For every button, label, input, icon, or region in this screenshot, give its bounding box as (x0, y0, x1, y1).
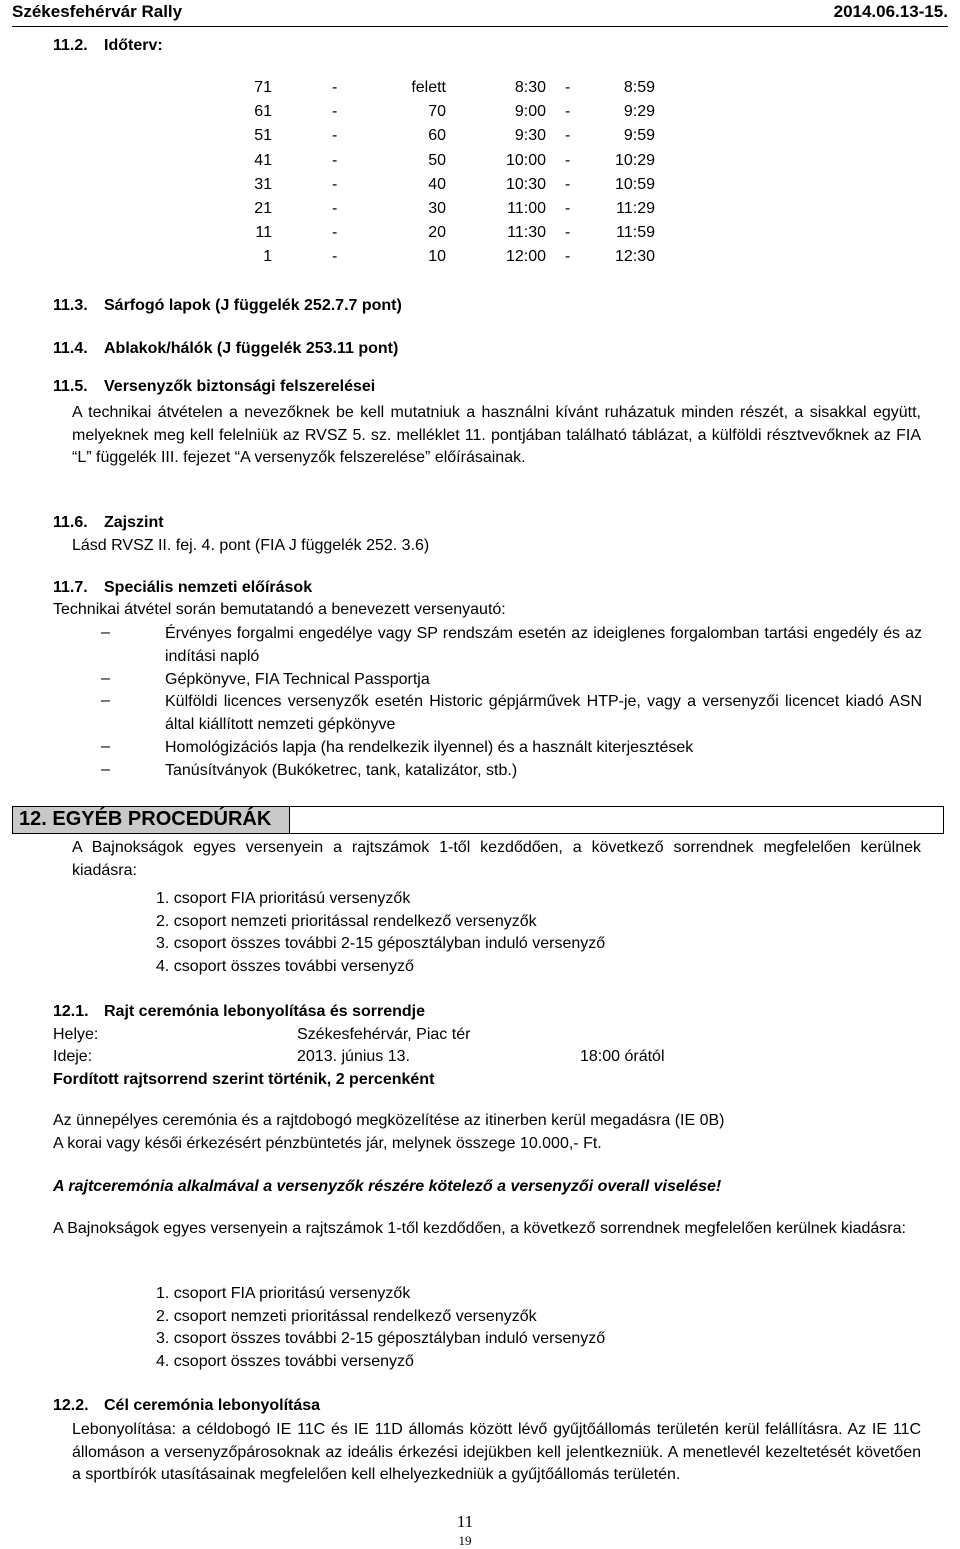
list-dash: – (101, 738, 110, 755)
section-12-text: A Bajnokságok egyes versenyein a rajtszámok 1-től kezdődően, a következő sorrendnek megfelelően kerülnek kiadásra: (72, 839, 921, 879)
schedule-start-time: 9:00 (514, 103, 546, 120)
list-item: 3. csoport összes további 2-15 géposztályban induló versenyző (156, 1330, 606, 1347)
schedule-dash: - (332, 103, 338, 120)
section-12-title: 12. EGYÉB PROCEDÚRÁK (19, 808, 272, 830)
section-11-3-number: 11.3. (53, 297, 88, 314)
list-dash: – (101, 624, 110, 641)
section-12-1-title: Rajt ceremónia lebonyolítása és sorrendje (104, 1003, 426, 1020)
header-title: Székesfehérvár Rally (12, 2, 183, 21)
schedule-to: 20 (428, 224, 446, 241)
schedule-dash: - (565, 176, 571, 193)
schedule-end-time: 9:59 (623, 127, 655, 144)
schedule-end-time: 8:59 (623, 79, 655, 96)
section-11-5-text: A technikai átvételen a nevezőknek be kell mutatniuk a használni kívánt ruházatuk minden részét, a sisakkal együtt, melyeknek meg kell felelniük az RVSZ 5. sz. melléklet 11. pontjában található táblázat, a külföldi résztvevőknek az FIA “L” függelék III. fejezet “A versenyzők felszerelése” előírásainak. (72, 404, 921, 466)
section-12-2-title: Cél ceremónia lebonyolítása (104, 1397, 321, 1414)
list-dash: – (101, 761, 110, 778)
section-11-6-title: Zajszint (104, 514, 164, 531)
section-11-2-number: 11.2. (53, 37, 88, 54)
list-item: Érvényes forgalmi engedélye vagy SP rendszám esetén az ideiglenes forgalomban tartási engedély és az indítási napló (165, 625, 922, 665)
schedule-to: 40 (428, 176, 446, 193)
schedule-end-time: 12:30 (614, 248, 655, 265)
section-11-7-title: Speciális nemzeti előírások (104, 579, 313, 596)
schedule-dash: - (565, 79, 571, 96)
page-total: 19 (458, 1533, 472, 1548)
list-item: 1. csoport FIA prioritású versenyzők (156, 890, 411, 907)
schedule-end-time: 11:59 (616, 224, 655, 241)
schedule-row (0, 152, 960, 176)
schedule-dash: - (332, 152, 338, 169)
schedule-row (0, 248, 960, 272)
schedule-from: 31 (254, 176, 272, 193)
schedule-dash: - (565, 224, 571, 241)
schedule-end-time: 9:29 (623, 103, 655, 120)
schedule-start-time: 10:30 (505, 176, 546, 193)
header-date: 2014.06.13-15. (833, 2, 948, 21)
list-dash: – (101, 692, 110, 709)
schedule-to: felett (411, 79, 446, 96)
list-item: 4. csoport összes további versenyző (156, 957, 414, 975)
section-11-7-intro: Technikai átvétel során bemutatandó a benevezett versenyautó: (53, 601, 506, 618)
schedule-to: 50 (428, 152, 446, 169)
section-11-5-title: Versenyzők biztonsági felszerelései (104, 378, 376, 395)
schedule-start-time: 10:00 (505, 152, 546, 169)
schedule-end-time: 10:29 (614, 152, 655, 169)
schedule-dash: - (332, 127, 338, 144)
list-dash: – (101, 670, 110, 687)
schedule-dash: - (332, 176, 338, 193)
schedule-row (0, 200, 960, 224)
schedule-to: 60 (428, 127, 446, 144)
schedule-row (0, 224, 960, 248)
overall-warning: A rajtceremónia alkalmával a versenyzők részére kötelező a versenyzői overall viselése! (53, 1178, 722, 1195)
schedule-start-time: 11:30 (507, 224, 546, 241)
list-item: 1. csoport FIA prioritású versenyzők (156, 1285, 411, 1302)
schedule-dash: - (565, 200, 571, 217)
schedule-from: 71 (254, 79, 272, 96)
list-item: Külföldi licences versenyzők esetén Historic gépjárművek HTP-je, vagy a versenyzői licencet kiadó ASN által kiállított nemzeti gépkönyve (165, 693, 922, 733)
schedule-start-time: 11:00 (507, 200, 546, 217)
start-order-note: Fordított rajtsorrend szerint történik, 2 percenként (53, 1071, 435, 1088)
schedule-start-time: 9:30 (514, 127, 546, 144)
schedule-to: 30 (428, 200, 446, 217)
ceremony-paragraph-2: A korai vagy késői érkezésért pénzbüntetés jár, melynek összege 10.000,- Ft. (53, 1135, 602, 1152)
section-11-4-title: Ablakok/hálók (J függelék 253.11 pont) (104, 340, 399, 357)
schedule-dash: - (332, 200, 338, 217)
schedule-from: 1 (263, 248, 272, 265)
list-item: 3. csoport összes további 2-15 géposztályban induló versenyző (156, 935, 606, 952)
priority-groups-list-2 (156, 1283, 605, 1373)
list-item: 2. csoport nemzeti prioritással rendelkező versenyzők (156, 912, 537, 930)
date-value: 2013. június 13. (297, 1048, 410, 1065)
schedule-from: 21 (254, 200, 272, 217)
schedule-to: 70 (428, 103, 446, 120)
schedule-from: 11 (255, 224, 272, 241)
schedule-start-time: 12:00 (505, 248, 546, 265)
schedule-end-time: 11:29 (616, 200, 655, 217)
section-11-6-text: Lásd RVSZ II. fej. 4. pont (FIA J függelék 252. 3.6) (72, 537, 430, 554)
schedule-row (0, 176, 960, 200)
schedule-dash: - (565, 127, 571, 144)
hour-value: 18:00 órától (580, 1048, 665, 1065)
section-12-1-text: A Bajnokságok egyes versenyein a rajtszámok 1-től kezdődően, a következő sorrendnek megfelelően kerülnek kiadásra: (53, 1220, 906, 1237)
section-12-2-number: 12.2. (53, 1397, 89, 1414)
list-item: Homológizációs lapja (ha rendelkezik ilyennel) és a használt kiterjesztések (165, 739, 694, 756)
page-number: 11 (456, 1512, 474, 1531)
ceremony-paragraph-1: Az ünnepélyes ceremónia és a rajtdobogó megközelítése az itinerben kerül megadásra (IE 0B) (53, 1112, 725, 1129)
place-label: Helye: (53, 1026, 99, 1043)
list-item: 2. csoport nemzeti prioritással rendelkező versenyzők (156, 1307, 537, 1325)
page-header (12, 0, 948, 27)
schedule-dash: - (565, 103, 571, 120)
schedule-row (0, 103, 960, 127)
schedule-row (0, 79, 960, 103)
schedule-from: 41 (254, 152, 272, 169)
section-12-2-text: Lebonyolítása: a céldobogó IE 11C és IE 11D állomás között lévő gyűjtőállomás területén kerül felállításra. Az IE 11C állomáson a versenyzőpárosoknak az ideális érkezési idejükben kell jelentkezniük. A menetlevél kezeltetését követően a sportbírók utasításainak megfelelően kell elhelyezkedniük a gyűjtőállomás területén. (72, 1421, 921, 1483)
time-label: Ideje: (53, 1048, 93, 1065)
place-value: Székesfehérvár, Piac tér (297, 1026, 471, 1043)
section-11-5-number: 11.5. (53, 378, 88, 395)
schedule-dash: - (565, 152, 571, 169)
section-11-6-number: 11.6. (53, 514, 88, 531)
section-12-1-number: 12.1. (53, 1003, 89, 1020)
schedule-row (0, 127, 960, 151)
priority-groups-list (156, 888, 605, 978)
schedule-from: 61 (254, 103, 272, 120)
schedule-end-time: 10:59 (614, 176, 655, 193)
section-11-7-number: 11.7. (53, 579, 88, 596)
schedule-dash: - (332, 79, 338, 96)
section-12-heading (12, 806, 944, 834)
section-11-3-title: Sárfogó lapok (J függelék 252.7.7 pont) (104, 297, 402, 314)
section-11-4-number: 11.4. (53, 340, 88, 357)
schedule-to: 10 (428, 248, 446, 265)
schedule-dash: - (332, 224, 338, 241)
schedule-start-time: 8:30 (514, 79, 546, 96)
section-11-2-title: Időterv: (104, 37, 163, 54)
schedule-dash: - (565, 248, 571, 265)
schedule-from: 51 (254, 127, 272, 144)
list-item: 4. csoport összes további versenyző (156, 1352, 414, 1370)
list-item: Gépkönyve, FIA Technical Passportja (165, 671, 430, 688)
list-item: Tanúsítványok (Bukóketrec, tank, katalizátor, stb.) (165, 762, 518, 779)
schedule-dash: - (332, 248, 338, 265)
